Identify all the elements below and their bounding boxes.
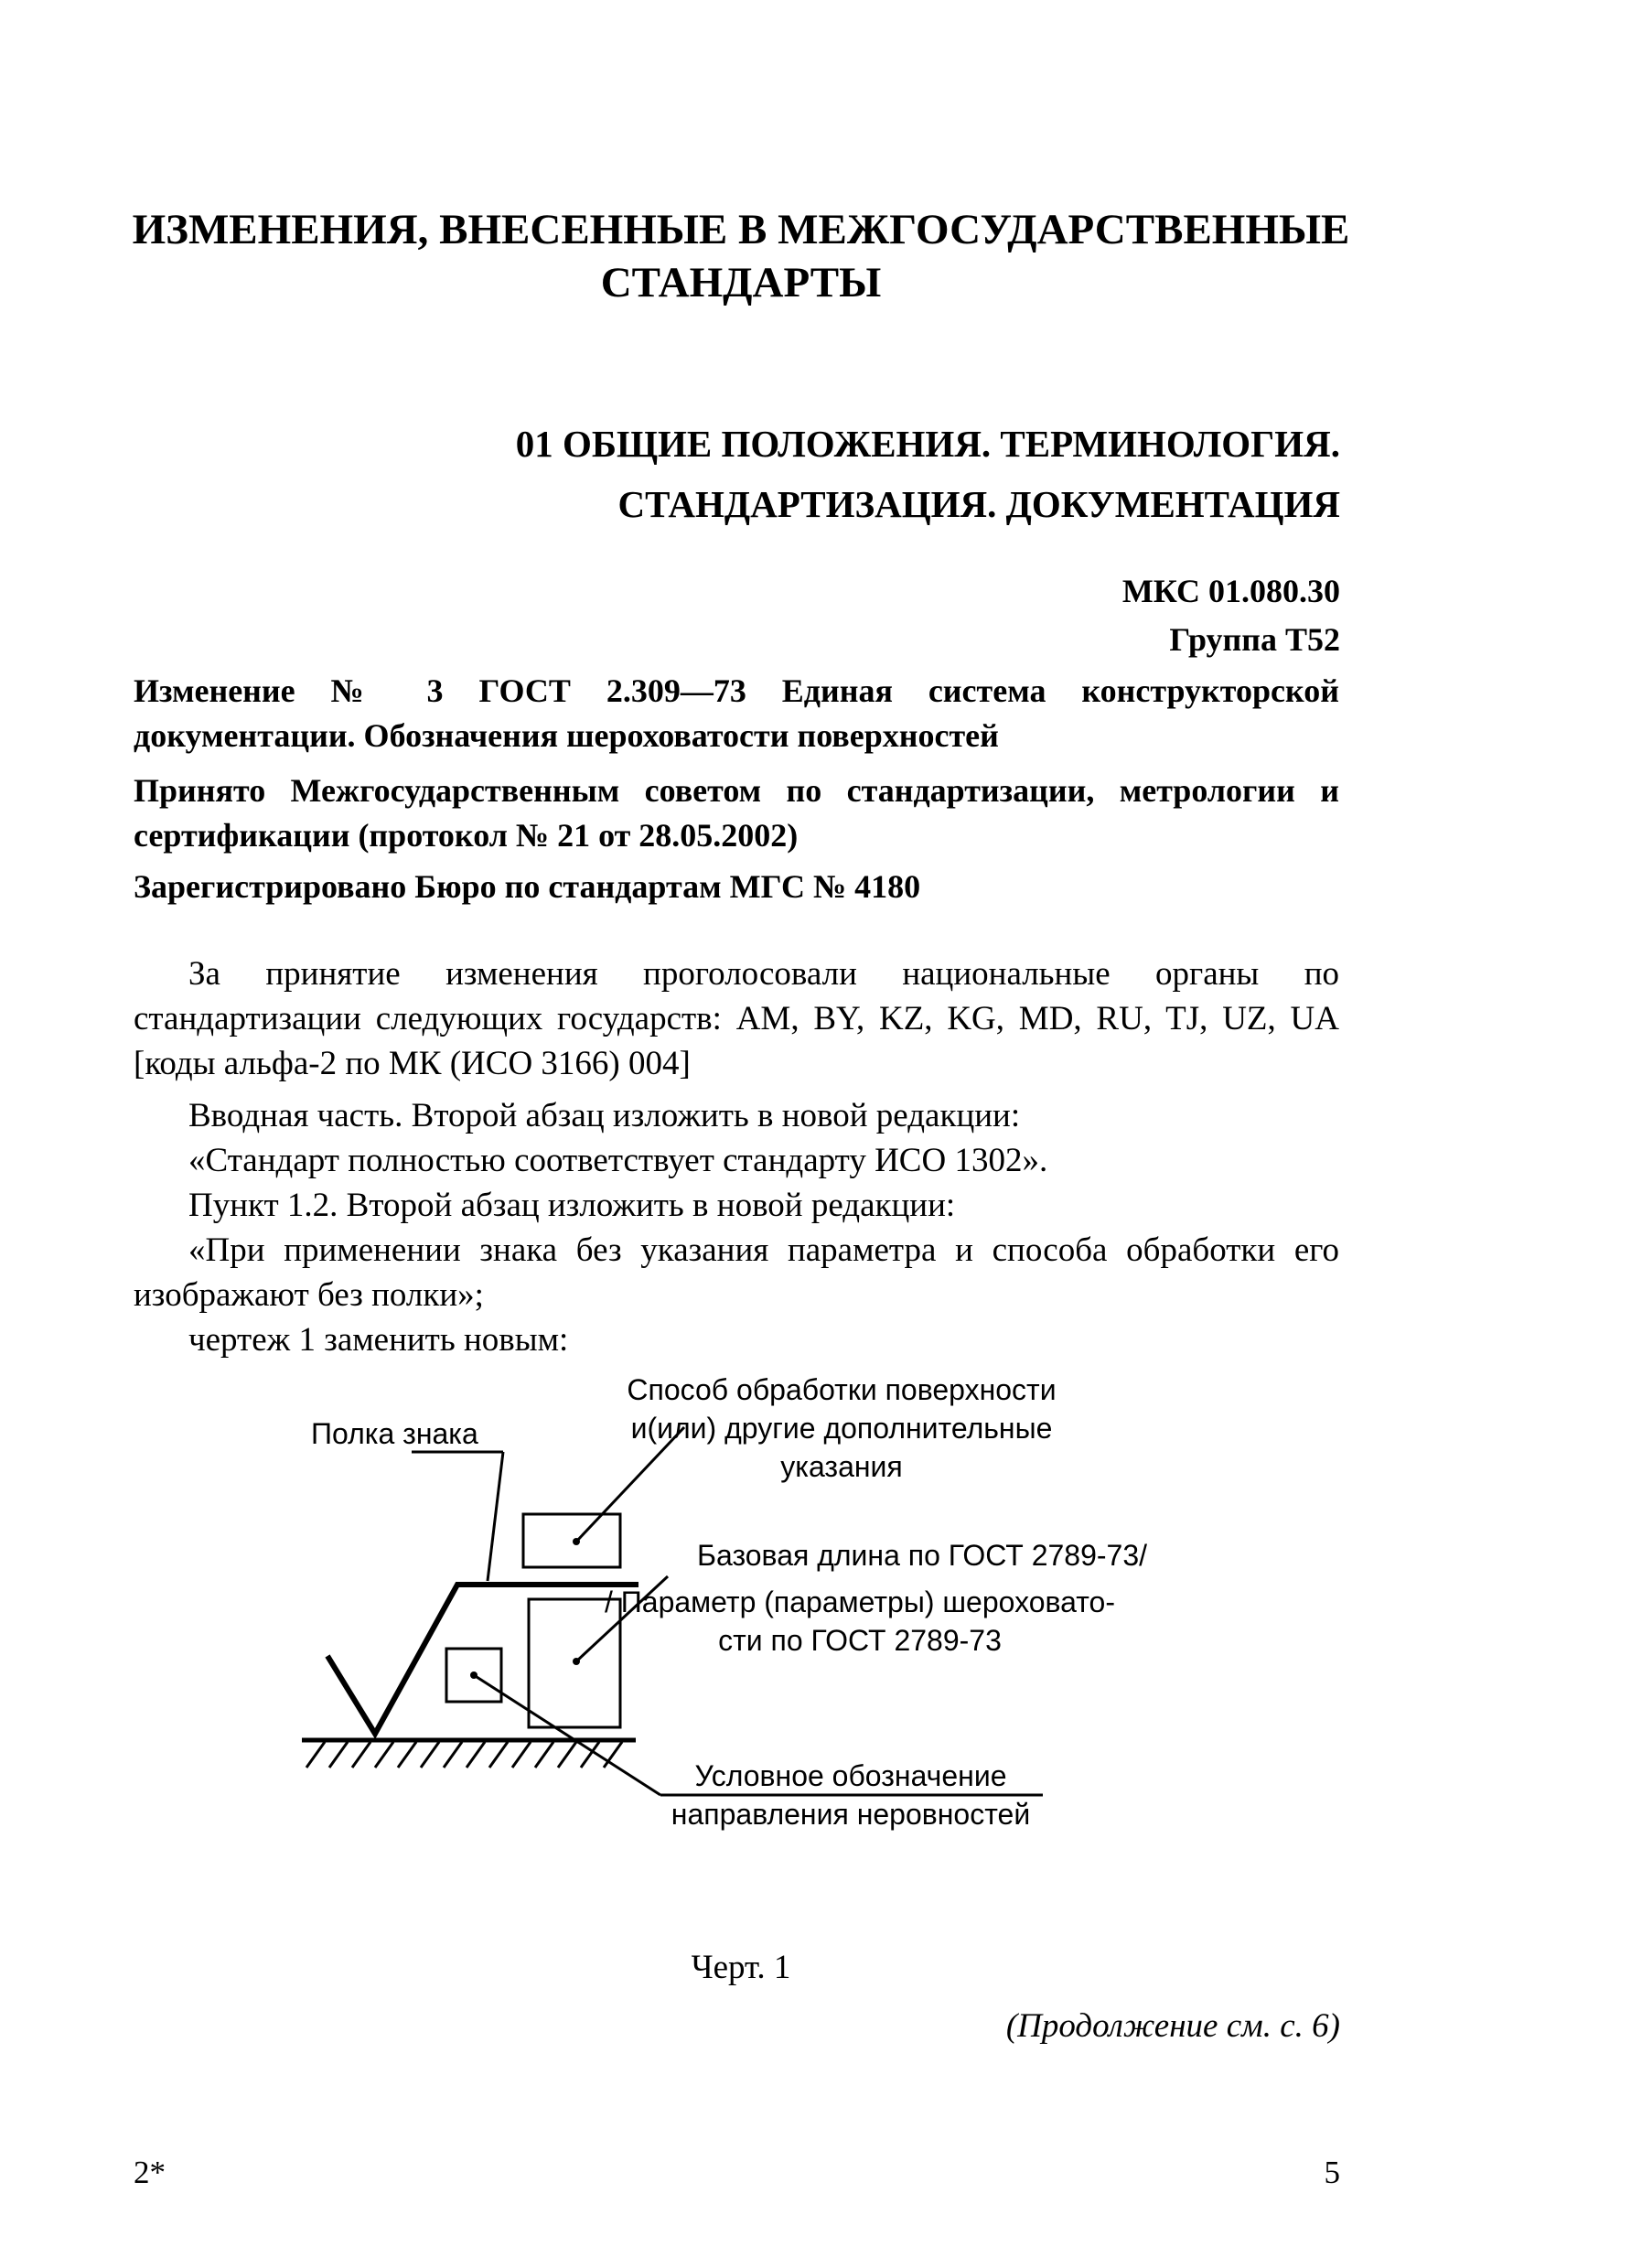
section-heading-line-2: СТАНДАРТИЗАЦИЯ. ДОКУМЕНТАЦИЯ xyxy=(617,483,1340,525)
adopted-statement: Принято Межгосударственным советом по стандартизации, метрологии и сертификации (протокол № 21 от 28.05.2002) xyxy=(134,772,1339,854)
mks-code: МКС 01.080.30 xyxy=(1121,573,1340,609)
direction-leader xyxy=(474,1675,660,1795)
method-box xyxy=(523,1514,620,1567)
classification-block xyxy=(1122,567,1340,664)
page-number: 5 xyxy=(1324,2155,1340,2190)
sheet-mark: 2* xyxy=(134,2155,166,2190)
method-label-line-2: и(или) другие дополнительные xyxy=(630,1412,1053,1445)
shelf-label: Полка знака xyxy=(311,1417,478,1450)
parameter-label-line-1: / Параметр (параметры) шероховато- xyxy=(605,1585,1115,1618)
method-label-line-3: указания xyxy=(780,1450,903,1483)
roughness-symbol-diagram xyxy=(274,1363,1244,1839)
parameter-label-line-2: сти по ГОСТ 2789-73 xyxy=(718,1624,1002,1657)
registration-statement: Зарегистрировано Бюро по стандартам МГС № 4180 xyxy=(134,868,921,905)
figure-caption: Черт. 1 xyxy=(691,1949,791,1986)
document-title-line-2: СТАНДАРТЫ xyxy=(600,259,882,306)
voting-paragraph: За принятие изменения проголосовали национальные органы по стандартизации следующих государств: AM, BY, KZ, KG, MD, RU, TJ, UZ, UA [коды альфа-2 по МК (ИСО 3166) 004] xyxy=(134,955,1339,1082)
section-heading-line-1: 01 ОБЩИЕ ПОЛОЖЕНИЯ. ТЕРМИНОЛОГИЯ. xyxy=(515,423,1340,465)
amendment-title: Изменение № 3 ГОСТ 2.309—73 Единая система конструкторской документации. Обозначения шероховатости поверхностей xyxy=(134,672,1339,754)
intro-instruction: Вводная часть. Второй абзац изложить в новой редакции: xyxy=(188,1097,1021,1134)
intro-quote: «Стандарт полностью соответствует стандарту ИСО 1302». xyxy=(188,1142,1048,1179)
document-title-line-1: ИЗМЕНЕНИЯ, ВНЕСЕННЫЕ В МЕЖГОСУДАРСТВЕННЫЕ xyxy=(132,206,1350,253)
roughness-sign xyxy=(327,1585,638,1734)
base-length-label: Базовая длина по ГОСТ 2789-73/ xyxy=(697,1539,1148,1572)
group-code: Группа Т52 xyxy=(1169,621,1340,658)
document-title xyxy=(0,203,1482,309)
shelf-leader xyxy=(488,1452,503,1581)
direction-label-line-2: направления неровностей xyxy=(671,1798,1031,1831)
leader-dots xyxy=(470,1538,580,1679)
clause-instruction: Пункт 1.2. Второй абзац изложить в новой редакции: xyxy=(188,1187,956,1224)
clause-quote: «При применении знака без указания параметра и способа обработки его изображают без полки»; xyxy=(134,1231,1339,1314)
direction-label-line-1: Условное обозначение xyxy=(694,1759,1007,1792)
continuation-note: (Продолжение см. с. 6) xyxy=(1005,2007,1340,2045)
drawing-instruction: чертеж 1 заменить новым: xyxy=(188,1321,569,1359)
method-label-line-1: Способ обработки поверхности xyxy=(627,1373,1057,1406)
section-heading xyxy=(516,414,1340,534)
surface-hatching xyxy=(306,1742,622,1768)
